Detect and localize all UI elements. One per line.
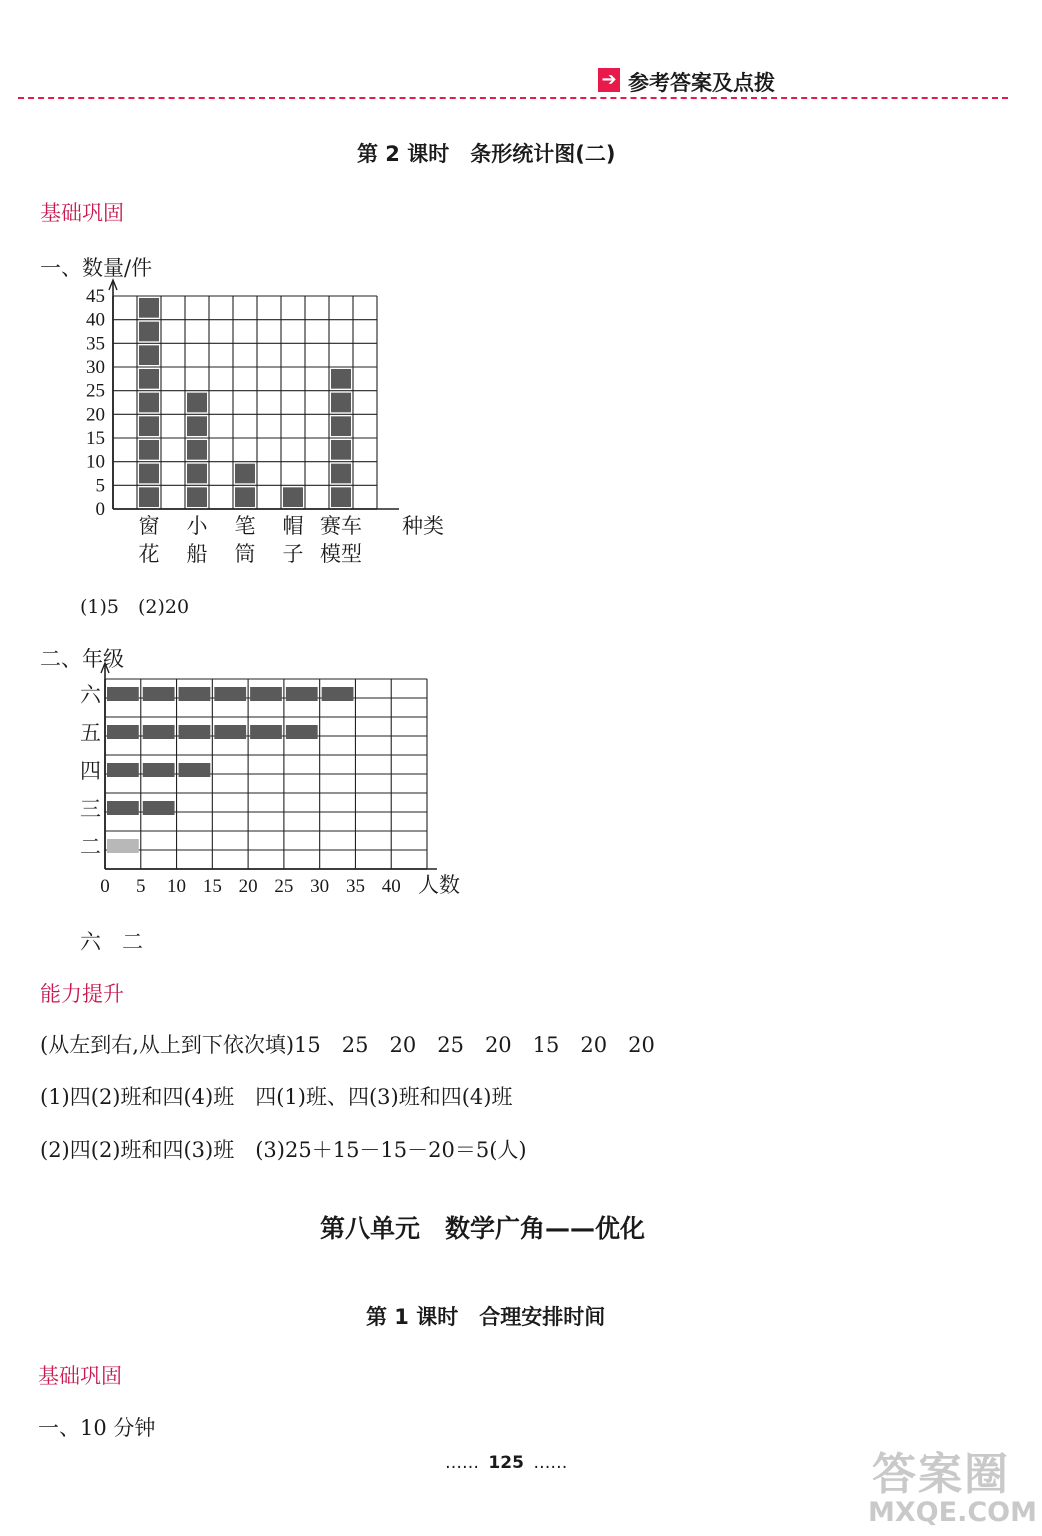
- bar-segment: [283, 487, 303, 507]
- y-tick-label: 0: [95, 499, 105, 520]
- bar-segment: [107, 763, 139, 777]
- bar: [139, 298, 159, 507]
- bar: [107, 839, 139, 853]
- y-tick-label: 五: [80, 721, 101, 745]
- x-tick-label: 40: [381, 876, 401, 897]
- bar-segment: [107, 839, 139, 853]
- bar-segment: [331, 440, 351, 460]
- y-tick-label: 四: [80, 759, 101, 783]
- x-axis-label: 种类: [402, 514, 444, 538]
- x-tick-label: 筒: [234, 542, 256, 566]
- bar-segment: [143, 801, 175, 815]
- bar-segment: [331, 416, 351, 436]
- advance-line-2: (1)四(2)班和四(4)班 四(1)班、四(3)班和四(4)班: [40, 1085, 513, 1109]
- bar-segment: [187, 416, 207, 436]
- bar-segment: [139, 298, 159, 318]
- horizontal-bar-chart: [0, 640, 1042, 910]
- x-tick-label: 35: [345, 876, 365, 897]
- x-tick-label: 模型: [320, 542, 362, 566]
- y-tick-label: 六: [80, 683, 101, 707]
- bar-segment: [187, 464, 207, 484]
- y-tick-label: 5: [95, 475, 105, 497]
- y-tick-label: 20: [86, 404, 105, 426]
- bar-segment: [235, 487, 255, 507]
- bar-segment: [107, 801, 139, 815]
- bar-segment: [235, 464, 255, 484]
- advance-line-3: (2)四(2)班和四(3)班 (3)25＋15－15－20＝5(人): [40, 1138, 527, 1162]
- bar-segment: [331, 369, 351, 389]
- q2-answer: 六 二: [80, 930, 143, 954]
- bar-segment: [139, 416, 159, 436]
- y-tick-label: 30: [86, 357, 105, 378]
- bar-segment: [107, 687, 139, 701]
- bar-segment: [286, 687, 318, 701]
- bar-segment: [143, 687, 175, 701]
- y-tick-label: 35: [86, 333, 105, 355]
- bar-segment: [139, 487, 159, 507]
- bar: [283, 487, 303, 507]
- bar-segment: [187, 440, 207, 460]
- bar-segment: [107, 725, 139, 739]
- bar-segment: [139, 369, 159, 389]
- x-tick-label: 笔: [234, 514, 256, 538]
- advance-line-1: (从左到右,从上到下依次填)15 25 20 25 20 15 20 20: [40, 1033, 655, 1057]
- q2-label: 二、年级: [40, 647, 124, 671]
- bar-segment: [139, 440, 159, 460]
- bar-segment: [331, 464, 351, 484]
- x-tick-label: 0: [100, 876, 110, 897]
- q1-answer: (1)5 (2)20: [80, 596, 190, 618]
- page-dots-right: ……: [533, 1453, 568, 1473]
- bar-segment: [214, 687, 246, 701]
- page-number-row: [445, 1453, 567, 1473]
- x-tick-label: 30: [310, 876, 330, 897]
- watermark-url: [868, 1497, 1037, 1528]
- lesson2-title: 第 1 课时 合理安排时间: [366, 1305, 606, 1329]
- bar-segment: [250, 725, 282, 739]
- bar-segment: [187, 393, 207, 413]
- bar-segment: [331, 393, 351, 413]
- y-tick-label: 45: [86, 286, 105, 307]
- bar-segment: [139, 322, 159, 342]
- arrow-right-icon: ➔: [598, 68, 620, 92]
- section-heading-basic: 基础巩固: [40, 201, 124, 225]
- x-tick-label: 20: [238, 876, 258, 897]
- bar-segment: [179, 687, 211, 701]
- x-tick-label: 花: [138, 542, 160, 566]
- bar-segment: [331, 487, 351, 507]
- bar-segment: [322, 687, 354, 701]
- x-tick-label: 25: [274, 876, 294, 897]
- bar-segment: [187, 487, 207, 507]
- bar-segment: [214, 725, 246, 739]
- watermark-top-text: 答案圈: [872, 1449, 1010, 1500]
- bar-segment: [179, 763, 211, 777]
- y-tick-label: 25: [86, 380, 105, 402]
- y-tick-label: 二: [80, 835, 101, 859]
- x-tick-label: 10: [167, 876, 187, 897]
- bar-segment: [139, 345, 159, 365]
- x-tick-label: 赛车: [320, 514, 362, 538]
- bar-segment: [250, 687, 282, 701]
- section-heading-advance: 能力提升: [40, 982, 124, 1006]
- lesson-title: 第 2 课时 条形统计图(二): [357, 142, 616, 166]
- page-number: 125: [488, 1453, 524, 1473]
- page-dots-left: ……: [445, 1453, 479, 1473]
- vertical-bar-chart: [0, 0, 1042, 600]
- section-heading-basic-2: 基础巩固: [38, 1364, 122, 1388]
- x-tick-label: 15: [202, 876, 222, 897]
- x-tick-label: 5: [136, 876, 146, 897]
- bar: [187, 393, 207, 507]
- q1-label: 一、数量/件: [40, 256, 153, 280]
- watermark-logo: [872, 1438, 1010, 1502]
- header-title: 参考答案及点拨: [628, 71, 775, 95]
- x-tick-label: 子: [282, 542, 304, 566]
- bar-segment: [286, 725, 318, 739]
- bar: [107, 687, 353, 701]
- y-tick-label: 10: [86, 451, 105, 473]
- bar-segment: [143, 725, 175, 739]
- bar-segment: [139, 464, 159, 484]
- y-tick-label: 三: [80, 797, 101, 821]
- q3-label: 一、10 分钟: [38, 1416, 156, 1440]
- bar-segment: [143, 763, 175, 777]
- y-tick-label: 15: [86, 428, 105, 449]
- bar-segment: [139, 393, 159, 413]
- x-axis-label: 人数: [418, 873, 460, 897]
- x-tick-label: 船: [186, 542, 208, 566]
- bar: [107, 763, 210, 777]
- watermark-bottom-text: MXQE.COM: [868, 1497, 1037, 1528]
- x-tick-label: 窗: [138, 514, 160, 538]
- x-tick-label: 帽: [282, 514, 304, 538]
- unit-title: 第八单元 数学广角——优化: [320, 1214, 646, 1243]
- x-tick-label: 小: [186, 514, 208, 538]
- bar-segment: [179, 725, 211, 739]
- y-tick-label: 40: [86, 309, 105, 331]
